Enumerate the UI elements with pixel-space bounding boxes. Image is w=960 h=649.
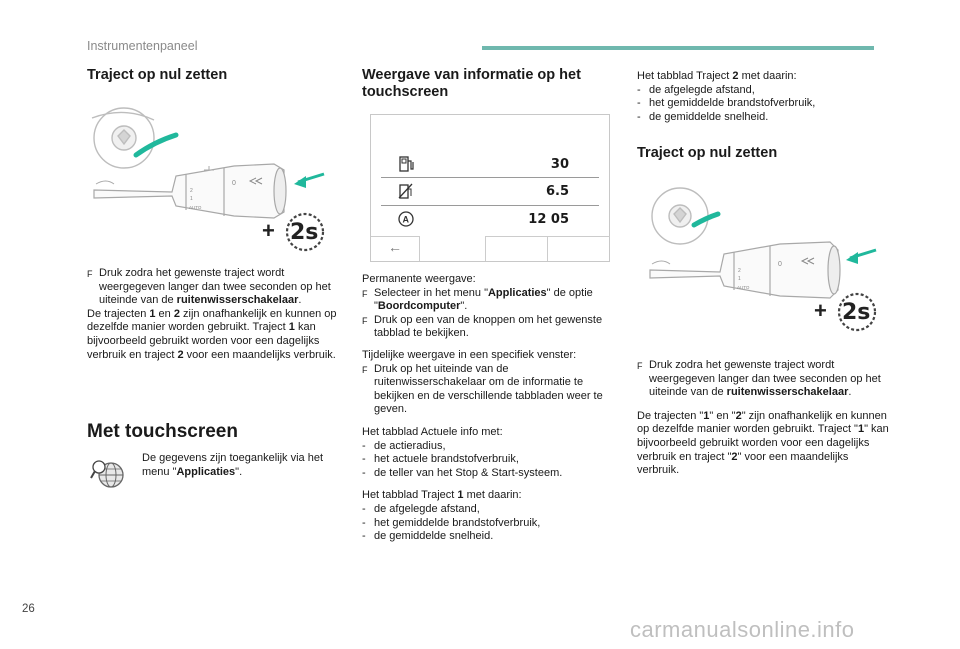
page-number: 26 [22, 603, 35, 615]
section-title-display-info: Weergave van informatie op het touchscreen [362, 67, 581, 100]
applications-globe-icon [90, 458, 126, 490]
svg-text:2: 2 [738, 268, 741, 274]
touchscreen-intro: De gegevens zijn toegankelijk via het menu "Applicaties". [142, 452, 324, 478]
section-title-reset-trip: Traject op nul zetten [87, 67, 228, 83]
tab-trip-1[interactable] [485, 236, 548, 261]
steering-wheel-icon [92, 108, 154, 168]
back-button[interactable]: ← [371, 236, 420, 261]
green-arrow-icon [694, 214, 718, 225]
svg-text:1: 1 [738, 276, 741, 282]
consumption-value: 6.5 [545, 183, 569, 199]
section-title-reset-trip-2: Traject op nul zetten [637, 145, 778, 161]
steering-wheel-icon [652, 188, 708, 244]
stop-start-icon [395, 208, 417, 230]
reset-instructions: F Druk zodra het gewenste traject wordt weergegeven langer dan twee seconden op het uiteinde van de ruitenwisserschakelaar. De trajecten 1 en 2 zijn onafhankelijk en kunnen op dezelfde manier worden gebruikt. Traject 1 kan bijvoorbeeld gebruikt worden voor een dagelijks verbruik en traject 2 voor een maandelijks verbruik. [87, 267, 337, 361]
tab-trip-2[interactable] [547, 236, 610, 261]
green-arrow-icon [136, 135, 176, 155]
consumption-row [381, 178, 599, 204]
section-title-touchscreen: Met touchscreen [87, 421, 238, 442]
touchscreen-trip-display [370, 114, 610, 262]
svg-text:A: A [402, 214, 409, 225]
svg-text:AUTO: AUTO [189, 205, 202, 210]
tab-bar [371, 236, 609, 261]
reset-instructions-2: F Druk zodra het gewenste traject wordt weergegeven langer dan twee seconden op het uiteinde van de ruitenwisserschakelaar. De trajecten "1" en "2" zijn onafhankelijk en kunnen op dezelfde manier worden gebruikt. Traject "1" kan bijvoorbeeld gebruikt worden voor een dagelijks verbruik en traject "2" voor een maandelijks verbruik. [637, 359, 889, 477]
svg-text:1: 1 [190, 196, 193, 202]
fuel-pump-icon [395, 153, 417, 175]
svg-text:0: 0 [232, 180, 236, 187]
trip-2-info: Het tabblad Traject 2 met daarin: - de afgelegde afstand, - het gemiddelde brandstofverbruik, - de gemiddelde snelheid. [637, 70, 816, 123]
range-value: 30 [550, 156, 569, 172]
watermark: carmanualsonline.info [630, 617, 855, 642]
svg-text:AUTO: AUTO [737, 285, 750, 290]
display-instructions: Permanente weergave: F Selecteer in het menu "Applicaties" de optie "Boordcomputer". F Druk op een van de knoppen om het gewenste tabblad te bekijken. Tijdelijke weergave in een specifiek venster: F Druk op het uiteinde van de ruitenwisserschakelaar om de informatie te bekijken en de verschillende tabbladen weer te geven. Het tabblad Actuele info met: - de actieradius, - het actuele brandstofverbruik, - de teller van het Stop & Start-systeem. Het tabblad Traject 1 met daarin: - de afgelegde afstand, - het gemiddelde brandstofverbruik, - de gemiddelde snelheid. [362, 273, 603, 543]
header-accent-bar [482, 46, 874, 50]
tab-current-info[interactable] [419, 236, 485, 260]
range-row [381, 151, 599, 177]
stopstart-value: 12 05 [528, 211, 569, 227]
fuel-consumption-icon [395, 180, 417, 202]
svg-text:0: 0 [778, 261, 782, 268]
hold-2s-badge: + 2s [814, 292, 884, 332]
hold-2s-badge: + 2s [262, 212, 332, 252]
svg-text:2: 2 [190, 188, 193, 194]
section-label: Instrumentenpaneel [87, 39, 198, 53]
stopstart-row [381, 206, 599, 232]
